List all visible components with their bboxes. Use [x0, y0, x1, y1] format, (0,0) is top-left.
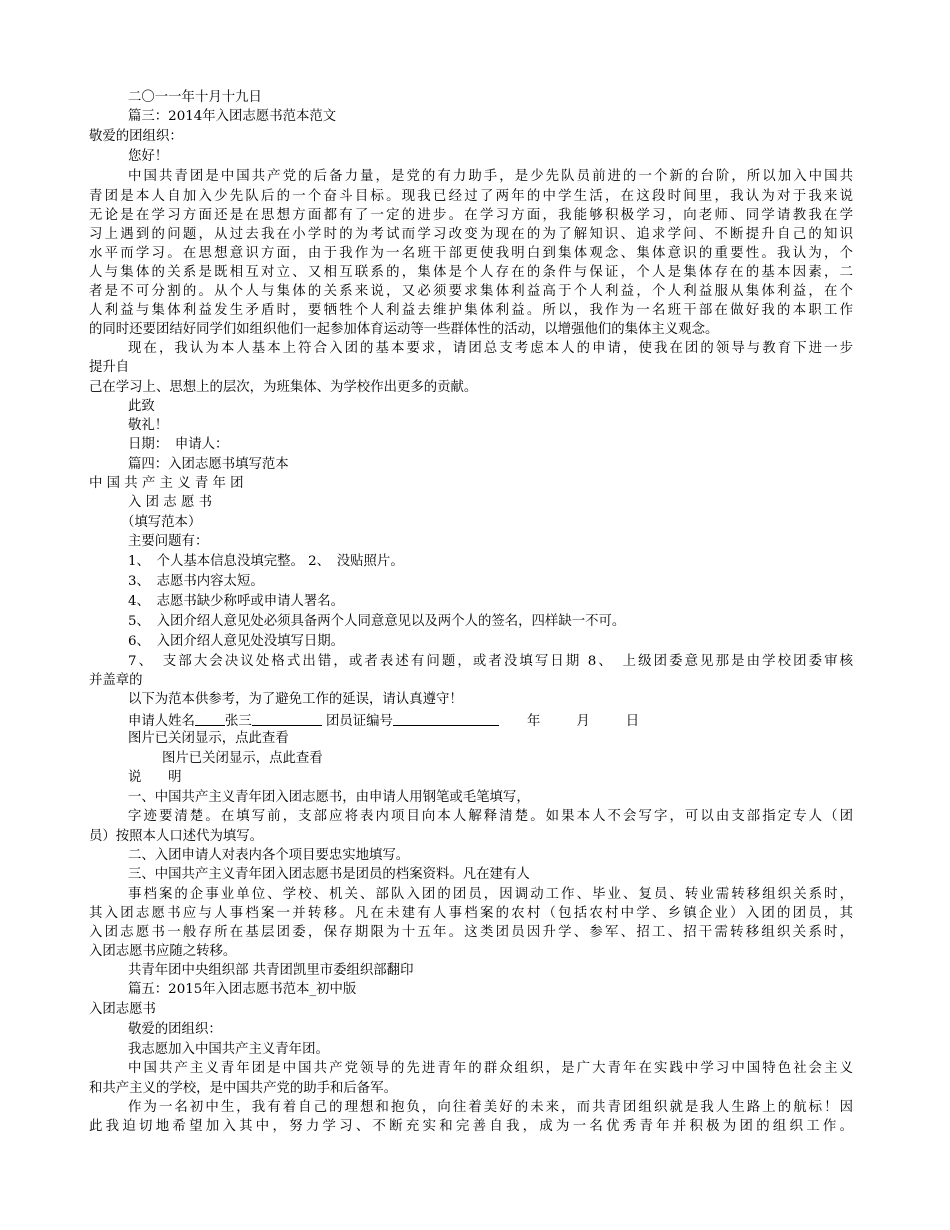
section-heading-4: 篇四：入团志愿书填写范本 [128, 457, 289, 472]
paragraph-line: 人与集体的关系是既相互对立、又相互联系的，集体是个人存在的条件与保证，个人是集体存在的基本因素，二 [89, 265, 853, 280]
list-item: 3、 志愿书内容太短。 [128, 574, 264, 589]
form-title: 中 国 共 产 主 义 青 年 团 [89, 476, 244, 491]
salutation: 敬爱的团组织： [128, 1022, 222, 1037]
instruction-line: 三、中国共产主义青年团入团志愿书是团员的档案资料。凡在建有人 [128, 867, 530, 882]
id-blank [393, 711, 499, 726]
paragraph-line: 己在学习上、思想上的层次，为班集体、为学校作出更多的贡献。 [89, 380, 478, 395]
paragraph-line: 此我迫切地希望加入其中，努力学习、不断充实和完善自我，成为一名优秀青年并积极为团的组织工作。 [89, 1119, 853, 1134]
paragraph-line: 中国共青团是中国共产党的后备力量，是党的有力助手，是少先队员前进的一个新的台阶，所以加入中国共 [128, 169, 853, 184]
instruction-line: 以下为范本供参考，为了避免工作的延误，请认真遵守！ [128, 692, 463, 707]
instructions-heading: 说 明 [128, 770, 182, 785]
closing: 此致 [128, 399, 155, 414]
paragraph-line: 者是不可分割的。从个人与集体的关系来说，又必须要求集体利益高于个人利益，个人利益服从集体利益，在个 [89, 284, 853, 299]
name-label: 申请人姓名 [128, 714, 195, 729]
list-item: 1、 个人基本信息没填完整。 2、 没贴照片。 [128, 554, 404, 569]
list-item-continuation: 并盖章的 [89, 673, 143, 688]
instruction-line: 入团志愿书应随之转移。 [89, 944, 237, 959]
paragraph-line: 现在，我认为本人基本上符合入团的基本要求，请团总支考虑本人的申请，使我在团的领导与教育下进一步 [128, 341, 853, 356]
paragraph-line: 作为一名初中生，我有着自己的理想和抱负，向往着美好的未来，而共青团组织就是我人生路上的航标！因 [128, 1100, 853, 1115]
day-label: 日 [625, 714, 640, 729]
paragraph-line: 提升自 [89, 360, 130, 375]
name-blank [252, 711, 322, 726]
id-label: 团员证编号 [326, 714, 393, 729]
closing: 敬礼！ [128, 418, 169, 433]
instruction-line: 其入团志愿书应与人事档案一并转移。凡在未建有人事档案的农村（包括农村中学、乡镇企业）入团的团员，其 [89, 906, 853, 921]
paragraph-line: 水平而学习。在思想意识方面，由于我作为一名班干部更使我明白到集体观念、集体意识的重要性。我认为，个 [89, 246, 853, 261]
paragraph-line: 人利益与集体利益发生矛盾时，要牺牲个人利益去维护集体利益。所以，我作为一名班干部在做好我的本职工作 [89, 303, 853, 318]
month-label: 月 [576, 714, 590, 729]
paragraph-line: 中国共产主义青年团是中国共产党领导的先进青年的群众组织，是广大青年在实践中学习中国特色社会主义 [128, 1061, 853, 1076]
instruction-line: 入团志愿书一般存所在基层团委，保存期限为十五年。这类团员因升学、参军、招工、招干需转移组织关系时， [89, 925, 853, 940]
list-item: 4、 志愿书缺少称呼或申请人署名。 [128, 594, 345, 609]
date-signature-line: 日期： 申请人： [128, 437, 229, 452]
image-placeholder-link[interactable]: 图片已关闭显示，点此查看 [162, 751, 323, 766]
image-placeholder-link[interactable]: 图片已关闭显示，点此查看 [128, 731, 289, 746]
list-item: 5、 入团介绍人意见处必须具备两个人同意意见以及两个人的签名，四样缺一不可。 [128, 614, 626, 629]
section-heading-5: 篇五：2015年入团志愿书范本_初中版 [128, 982, 357, 997]
year-label: 年 [526, 714, 541, 729]
paragraph-line: 习上遇到的问题，从过去我在小学时的为考试而学习改变为现在的为了解知识、追求学问、不断提升自己的知识 [89, 227, 853, 242]
paragraph-line: 青团是本人自加入少先队后的一个奋斗目标。现我已经过了两年的中学生活，在这段时间里，我认为对于我来说 [89, 189, 853, 204]
name-value: 张三 [224, 714, 252, 729]
form-subtitle: 入 团 志 愿 书 [128, 495, 212, 510]
paragraph-line: 无论是在学习方面还是在思想方面都有了一定的进步。在学习方面，我能够积极学习，向老师、同学请教我在学 [89, 208, 853, 223]
paragraph-line: 和共产主义的学校，是中国共产党的助手和后备军。 [89, 1081, 397, 1096]
form-note: （填写范本） [121, 515, 202, 530]
greeting: 您好！ [128, 149, 169, 164]
publisher-line: 共青年团中央组织部 共青团凯里市委组织部翻印 [128, 963, 414, 978]
date-line: 二〇一一年十月十九日 [128, 90, 262, 105]
instruction-line: 员）按照本人口述代为填写。 [89, 829, 264, 844]
instruction-line: 二、入团申请人对表内各个项目要忠实地填写。 [128, 848, 410, 863]
applicant-form-row [128, 711, 639, 731]
salutation: 敬爱的团组织： [89, 129, 183, 144]
document-title: 入团志愿书 [89, 1002, 156, 1017]
list-heading: 主要问题有： [128, 534, 209, 549]
paragraph-line: 我志愿加入中国共产主义青年团。 [128, 1042, 329, 1057]
section-heading-3: 篇三：2014年入团志愿书范本范文 [128, 109, 337, 124]
list-item: 6、 入团介绍人意见处没填写日期。 [128, 634, 345, 649]
instruction-line: 一、中国共产主义青年团入团志愿书，由申请人用钢笔或毛笔填写， [128, 790, 530, 805]
instruction-line: 事档案的企事业单位、学校、机关、部队入团的团员，因调动工作、毕业、复员、转业需转移组织关系时， [128, 887, 853, 902]
paragraph-line: 的同时还要团结好同学们如组织他们一起参加体育运动等一些群体性的活动，以增强他们的集体主义观念。 [89, 322, 719, 337]
name-blank [195, 711, 225, 726]
list-item: 7、 支部大会决议处格式出错，或者表述有问题，或者没填写日期 8、 上级团委意见那是由学校团委审核 [128, 654, 853, 669]
instruction-line: 字迹要清楚。在填写前，支部应将表内项目向本人解释清楚。如果本人不会写字，可以由支部指定专人（团 [128, 809, 853, 824]
